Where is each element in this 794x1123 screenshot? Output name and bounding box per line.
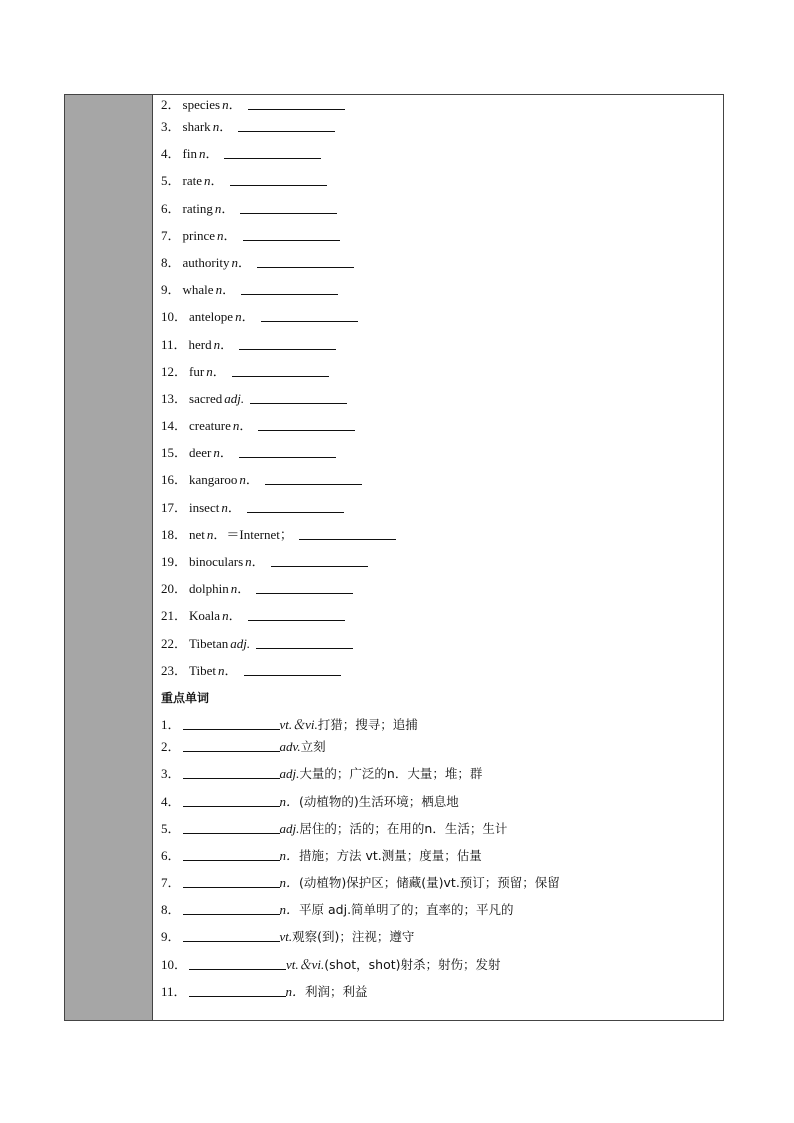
vocab-tail: ． [219, 445, 233, 461]
vocab-item [161, 171, 723, 198]
vocab-word: species [182, 97, 221, 112]
chinese-meaning: 措施；方法 vt.测量；度量；估量 [299, 847, 482, 863]
answer-blank[interactable] [183, 794, 280, 807]
item-number: 12． [161, 363, 188, 379]
vocab-item [161, 335, 723, 362]
vocab-item [161, 470, 723, 497]
part-of-speech: n [218, 662, 225, 678]
vocab-list [161, 95, 723, 688]
chinese-meaning: 立刻 [300, 739, 326, 755]
vocab-item [161, 307, 723, 334]
key-word-item [161, 873, 723, 900]
answer-blank[interactable] [256, 636, 353, 649]
vocab-tail: ．＝Internet； [213, 526, 293, 542]
vocab-tail: ． [241, 309, 255, 325]
part-of-speech: vt. [279, 929, 293, 945]
answer-blank[interactable] [183, 875, 280, 888]
item-number: 11． [161, 336, 187, 352]
answer-blank[interactable] [232, 364, 329, 377]
key-word-item [161, 982, 723, 1009]
vocab-tail: ． [237, 254, 251, 270]
table-content-column [153, 95, 723, 1020]
item-number: 3． [161, 119, 181, 134]
part-of-speech: n [213, 445, 220, 461]
chinese-meaning: 利润；利益 [305, 983, 368, 999]
key-word-item [161, 819, 723, 846]
vocab-item [161, 280, 723, 307]
vocab-tail: ． [228, 608, 242, 624]
vocab-item [161, 661, 723, 688]
item-number: 7． [161, 875, 181, 891]
key-word-list [161, 715, 723, 1009]
key-word-item [161, 955, 723, 982]
vocab-item [161, 389, 723, 416]
part-of-speech: n． [285, 983, 306, 999]
vocab-item [161, 525, 723, 552]
chinese-meaning: (动植物的)生活环境；栖息地 [299, 793, 459, 809]
key-word-item [161, 900, 723, 927]
vocab-item [161, 579, 723, 606]
answer-blank[interactable] [250, 391, 347, 404]
answer-blank[interactable] [230, 173, 327, 186]
table-side-column [65, 95, 153, 1020]
answer-blank[interactable] [248, 608, 345, 621]
vocab-tail: ． [227, 499, 241, 515]
item-number: 19． [161, 554, 188, 569]
part-of-speech: adj. [230, 635, 251, 651]
answer-blank[interactable] [247, 500, 344, 513]
item-number: 7． [161, 227, 181, 243]
chinese-meaning: 大量的；广泛的n．大量；堆；群 [299, 766, 483, 782]
vocab-word: insect [189, 499, 220, 515]
part-of-speech: n [222, 608, 229, 624]
chinese-meaning: (shot，shot)射杀；射伤；发射 [324, 956, 501, 972]
vocab-word: rating [182, 200, 213, 216]
vocab-tail: ． [222, 282, 236, 298]
vocab-word: creature [189, 418, 231, 434]
vocab-tail: ． [212, 363, 226, 379]
vocab-tail: ． [205, 146, 219, 162]
item-number: 8． [161, 254, 181, 270]
item-number: 22． [161, 635, 188, 651]
vocab-word: sacred [189, 390, 223, 406]
item-number: 23． [161, 662, 188, 678]
vocab-tail: ． [223, 227, 237, 243]
chinese-meaning: (动植物)保护区；储藏(量)vt.预订；预留；保留 [299, 875, 560, 891]
item-number: 15． [161, 445, 188, 461]
vocab-item [161, 498, 723, 525]
key-word-item [161, 764, 723, 791]
part-of-speech: n． [279, 847, 300, 863]
item-number: 9． [161, 282, 181, 298]
vocab-word: shark [182, 119, 211, 134]
answer-blank[interactable] [239, 445, 336, 458]
item-number: 10． [161, 309, 188, 325]
part-of-speech: n [212, 119, 220, 134]
vocab-word: fur [189, 363, 205, 379]
answer-blank[interactable] [183, 929, 280, 942]
key-word-item [161, 737, 723, 764]
vocab-item [161, 362, 723, 389]
item-number: 21． [161, 608, 188, 624]
part-of-speech: n [217, 227, 224, 243]
vocab-word: Koala [189, 608, 221, 624]
part-of-speech: n． [279, 875, 300, 891]
part-of-speech: n [215, 282, 223, 298]
answer-blank[interactable] [189, 957, 286, 970]
answer-blank[interactable] [244, 663, 341, 676]
vocab-item [161, 443, 723, 470]
part-of-speech: n [213, 336, 221, 352]
part-of-speech: n [206, 363, 213, 379]
chinese-meaning: 打猎；搜寻；追捕 [317, 717, 418, 733]
vocab-tail: ． [239, 418, 253, 434]
part-of-speech: n [235, 309, 242, 325]
chinese-meaning: 平原 adj.简单明了的；直率的；平凡的 [299, 902, 514, 918]
answer-blank[interactable] [265, 472, 362, 485]
part-of-speech: n [221, 499, 228, 515]
item-number: 2． [161, 97, 181, 112]
answer-blank[interactable] [261, 309, 358, 322]
part-of-speech: adj. [279, 820, 300, 836]
part-of-speech: n [230, 581, 238, 597]
part-of-speech: vt.＆vi. [279, 717, 318, 733]
worksheet-table [64, 94, 724, 1021]
vocab-item [161, 117, 723, 144]
vocab-item [161, 226, 723, 253]
item-number: 17． [161, 499, 188, 515]
vocab-tail: ． [251, 554, 265, 569]
answer-blank[interactable] [189, 984, 286, 997]
vocab-word: Tibet [189, 662, 216, 678]
vocab-word: prince [182, 227, 215, 243]
vocab-item [161, 552, 723, 579]
answer-blank[interactable] [299, 527, 396, 540]
item-number: 8． [161, 902, 181, 918]
item-number: 16． [161, 472, 188, 488]
item-number: 14． [161, 418, 188, 434]
item-number: 10． [161, 956, 188, 972]
part-of-speech: n [204, 173, 211, 189]
vocab-tail: ． [237, 581, 251, 597]
vocab-tail: ． [219, 119, 233, 134]
key-word-item [161, 715, 723, 737]
vocab-word: herd [188, 336, 212, 352]
vocab-tail: ． [221, 200, 235, 216]
vocab-item [161, 95, 723, 117]
vocab-item [161, 253, 723, 280]
answer-blank[interactable] [239, 337, 336, 350]
vocab-word: fin [182, 146, 197, 162]
item-number: 2． [161, 739, 181, 755]
vocab-tail: ． [220, 336, 234, 352]
answer-blank[interactable] [241, 282, 338, 295]
item-number: 18． [161, 526, 188, 542]
vocab-item [161, 144, 723, 171]
vocab-word: antelope [189, 309, 234, 325]
part-of-speech: n． [279, 793, 300, 809]
item-number: 11． [161, 983, 187, 999]
item-number: 5． [161, 820, 181, 836]
answer-blank[interactable] [183, 739, 280, 752]
vocab-tail: ． [228, 97, 242, 112]
vocab-word: whale [182, 282, 214, 298]
vocab-item [161, 606, 723, 633]
chinese-meaning: 居住的；活的；在用的n．生活；生计 [299, 820, 508, 836]
part-of-speech: vt.＆vi. [286, 956, 325, 972]
section-heading: 重点单词 [161, 690, 210, 705]
answer-blank[interactable] [183, 848, 280, 861]
vocab-word: kangaroo [189, 472, 238, 488]
vocab-word: rate [182, 173, 202, 189]
answer-blank[interactable] [238, 119, 335, 132]
part-of-speech: n [232, 418, 240, 434]
answer-blank[interactable] [183, 902, 280, 915]
answer-blank[interactable] [256, 581, 353, 594]
key-word-item [161, 846, 723, 873]
item-number: 3． [161, 766, 181, 782]
vocab-tail: ． [224, 662, 238, 678]
part-of-speech: n [239, 472, 246, 488]
part-of-speech: adv. [279, 739, 301, 755]
item-number: 4． [161, 793, 181, 809]
vocab-tail: ． [245, 472, 259, 488]
answer-blank[interactable] [240, 201, 337, 214]
part-of-speech: n [231, 254, 238, 270]
item-number: 9． [161, 929, 181, 945]
item-number: 4． [161, 146, 181, 162]
key-word-item [161, 927, 723, 954]
answer-blank[interactable] [183, 821, 280, 834]
answer-blank[interactable] [257, 255, 354, 268]
vocab-item [161, 634, 723, 661]
answer-blank[interactable] [224, 146, 321, 159]
vocab-item [161, 416, 723, 443]
answer-blank[interactable] [271, 554, 368, 567]
vocab-word: deer [189, 445, 212, 461]
answer-blank[interactable] [243, 228, 340, 241]
item-number: 1． [161, 717, 181, 733]
vocab-word: authority [182, 254, 230, 270]
part-of-speech: n [198, 146, 206, 162]
part-of-speech: n [214, 200, 222, 216]
item-number: 20． [161, 581, 188, 597]
part-of-speech: n [206, 526, 214, 542]
item-number: 13． [161, 390, 188, 406]
vocab-word: Tibetan [189, 635, 229, 651]
part-of-speech: adj. [279, 766, 300, 782]
answer-blank[interactable] [183, 717, 280, 730]
answer-blank[interactable] [183, 766, 280, 779]
vocab-tail: ． [210, 173, 224, 189]
key-word-item [161, 792, 723, 819]
part-of-speech: n [222, 97, 229, 112]
vocab-item [161, 199, 723, 226]
part-of-speech: n [245, 554, 252, 569]
answer-blank[interactable] [248, 97, 345, 110]
item-number: 6． [161, 200, 181, 216]
vocab-word: dolphin [189, 581, 229, 597]
item-number: 6． [161, 847, 181, 863]
vocab-word: net [189, 526, 205, 542]
vocab-word: binoculars [189, 554, 244, 569]
item-number: 5． [161, 173, 181, 189]
chinese-meaning: 观察(到)；注视；遵守 [292, 929, 415, 945]
part-of-speech: adj. [224, 390, 245, 406]
answer-blank[interactable] [258, 418, 355, 431]
part-of-speech: n． [279, 902, 300, 918]
